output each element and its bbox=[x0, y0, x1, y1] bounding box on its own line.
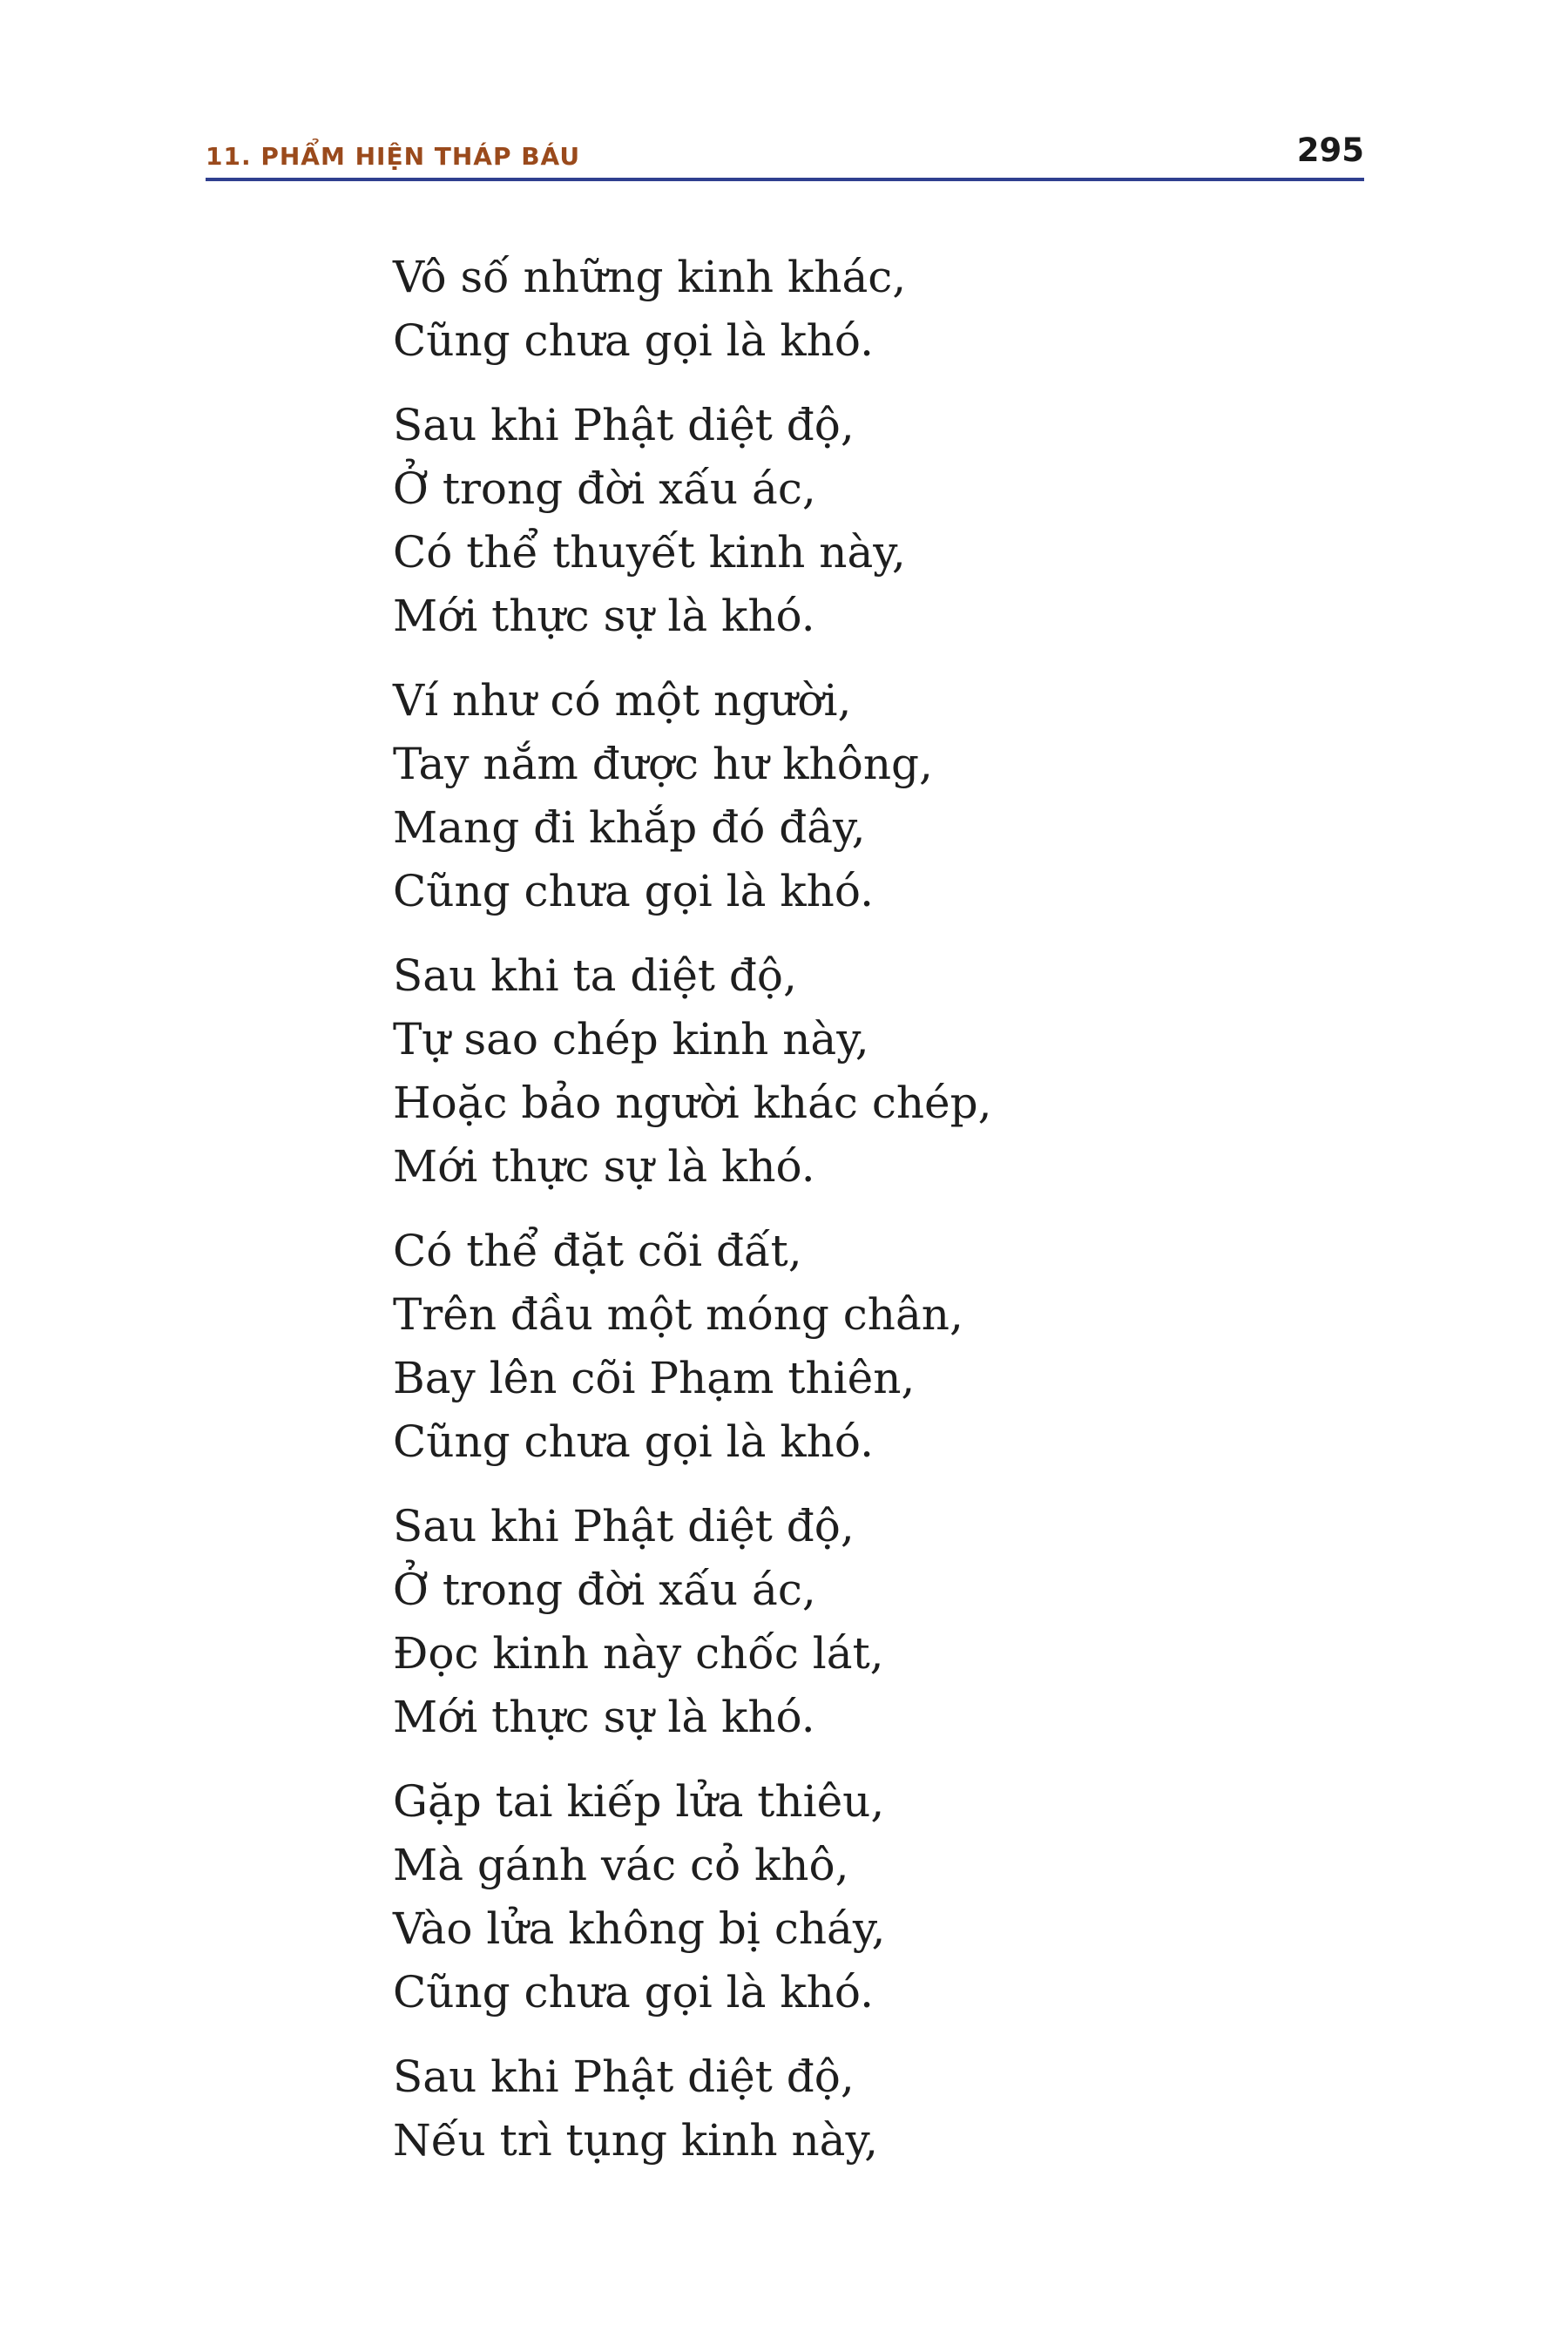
verse-line: Cũng chưa gọi là khó. bbox=[393, 315, 874, 366]
verse-line: Mang đi khắp đó đây, bbox=[393, 802, 866, 853]
verse-line: Mà gánh vác cỏ khô, bbox=[393, 1840, 849, 1890]
stanza bbox=[393, 669, 1351, 923]
page-number: 295 bbox=[1296, 132, 1364, 169]
stanza bbox=[393, 1495, 1351, 1749]
verse-line: Trên đầu một móng chân, bbox=[393, 1289, 963, 1340]
verse-line: Có thể đặt cõi đất, bbox=[393, 1226, 802, 1276]
verse-line: Sau khi Phật diệt độ, bbox=[393, 2051, 855, 2102]
chapter-title: 11. PHẨM HIỆN THÁP BÁU bbox=[206, 142, 581, 171]
verse-line: Đọc kinh này chốc lát, bbox=[393, 1628, 884, 1679]
stanza bbox=[393, 246, 1351, 373]
verse-line: Hoặc bảo người khác chép, bbox=[393, 1078, 992, 1128]
stanza bbox=[393, 2045, 1351, 2173]
verse-line: Ở trong đời xấu ác, bbox=[393, 463, 816, 514]
verse-line: Gặp tai kiếp lửa thiêu, bbox=[393, 1776, 885, 1827]
verse-line: Vô số những kinh khác, bbox=[393, 252, 907, 302]
verse-line: Cũng chưa gọi là khó. bbox=[393, 1967, 874, 2017]
verse-line: Tay nắm được hư không, bbox=[393, 739, 933, 789]
stanza bbox=[393, 1770, 1351, 2024]
verse-line: Mới thực sự là khó. bbox=[393, 1141, 815, 1192]
verse-line: Vào lửa không bị cháy, bbox=[393, 1903, 886, 1954]
verse-line: Mới thực sự là khó. bbox=[393, 591, 815, 641]
verse-line: Ở trong đời xấu ác, bbox=[393, 1565, 816, 1615]
verse-line: Mới thực sự là khó. bbox=[393, 1692, 815, 1742]
verse-line: Cũng chưa gọi là khó. bbox=[393, 866, 874, 916]
verse-line: Ví như có một người, bbox=[393, 675, 852, 726]
stanza bbox=[393, 944, 1351, 1199]
stanza bbox=[393, 1220, 1351, 1474]
verse-line: Cũng chưa gọi là khó. bbox=[393, 1416, 874, 1467]
verse-line: Nếu trì tụng kinh này, bbox=[393, 2115, 878, 2166]
verse-body bbox=[393, 246, 1351, 2193]
verse-line: Sau khi ta diệt độ, bbox=[393, 950, 797, 1001]
stanza bbox=[393, 394, 1351, 648]
page-header bbox=[206, 122, 1364, 181]
verse-line: Sau khi Phật diệt độ, bbox=[393, 400, 855, 450]
verse-line: Sau khi Phật diệt độ, bbox=[393, 1501, 855, 1551]
verse-line: Tự sao chép kinh này, bbox=[393, 1014, 869, 1064]
verse-line: Có thể thuyết kinh này, bbox=[393, 527, 906, 578]
verse-line: Bay lên cõi Phạm thiên, bbox=[393, 1353, 916, 1403]
